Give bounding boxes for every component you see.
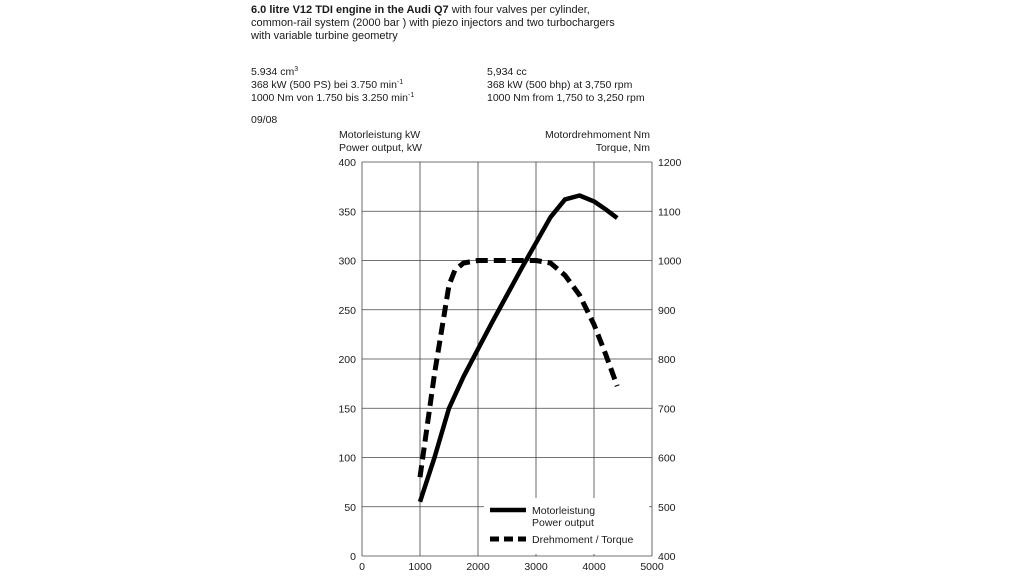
- y-right-tick-label: 700: [658, 403, 676, 416]
- y-right-tick-label: 800: [658, 354, 676, 366]
- right-axis-title-en: Torque, Nm: [595, 142, 650, 154]
- y-right-tick-label: 1100: [658, 206, 681, 219]
- x-tick-label: 0: [359, 561, 365, 573]
- x-tick-label: 1000: [408, 561, 432, 573]
- spec-de-torque: 1000 Nm von 1.750 bis 3.250 $\min^{-1}$: [251, 92, 415, 104]
- legend-torque-label: Drehmoment / Torque: [532, 534, 634, 546]
- y-right-tick-label: 400: [658, 551, 676, 563]
- x-tick-label: 3000: [524, 561, 548, 573]
- y-right-tick-label: 600: [658, 452, 676, 465]
- y-left-tick-label: 250: [338, 304, 356, 317]
- y-left-tick-label: 150: [338, 403, 356, 416]
- spec-de-displacement: 5.934 $cm^3$: [251, 66, 299, 78]
- legend-power-label-en: Power output: [532, 517, 594, 529]
- y-right-tick-label: 900: [658, 304, 676, 317]
- left-axis-title-de: Motorleistung kW: [339, 129, 421, 141]
- y-left-tick-label: 300: [338, 255, 356, 268]
- y-right-tick-label: 1000: [658, 255, 682, 268]
- x-tick-label: 5000: [640, 561, 664, 573]
- x-tick-label: 2000: [466, 561, 490, 573]
- spec-en-torque: 1000 Nm from 1,750 to 3,250 rpm: [487, 92, 645, 104]
- y-left-tick-label: 400: [338, 157, 356, 169]
- y-left-tick-label: 200: [338, 354, 356, 366]
- spec-en-displacement: 5,934 cc: [487, 66, 527, 78]
- y-right-tick-label: 1200: [658, 157, 682, 169]
- y-left-tick-label: 100: [338, 452, 356, 465]
- date-code: 09/08: [251, 114, 278, 126]
- spec-en-power: 368 kW (500 bhp) at 3,750 rpm: [487, 79, 633, 91]
- spec-de-power: 368 kW (500 PS) bei 3.750 $\min^{-1}$: [251, 79, 404, 91]
- heading-line-2: common-rail system (2000 bar ) with piezo injectors and two turbochargers: [251, 17, 615, 29]
- y-right-tick-label: 500: [658, 501, 676, 514]
- heading-rest: with four valves per cylinder,: [448, 4, 590, 16]
- y-left-tick-label: 0: [350, 551, 356, 563]
- left-axis-title-en: Power output, kW: [339, 142, 422, 154]
- right-axis-title-de: Motordrehmoment Nm: [544, 129, 650, 141]
- x-tick-label: 4000: [582, 561, 606, 573]
- y-left-tick-label: 350: [338, 206, 356, 219]
- heading-bold: 6.0 litre V12 TDI engine in the Audi Q7: [251, 4, 449, 16]
- y-left-tick-label: 50: [344, 501, 356, 514]
- legend-power-label-de: Motorleistung: [532, 505, 596, 517]
- heading-line-3: with variable turbine geometry: [251, 30, 398, 42]
